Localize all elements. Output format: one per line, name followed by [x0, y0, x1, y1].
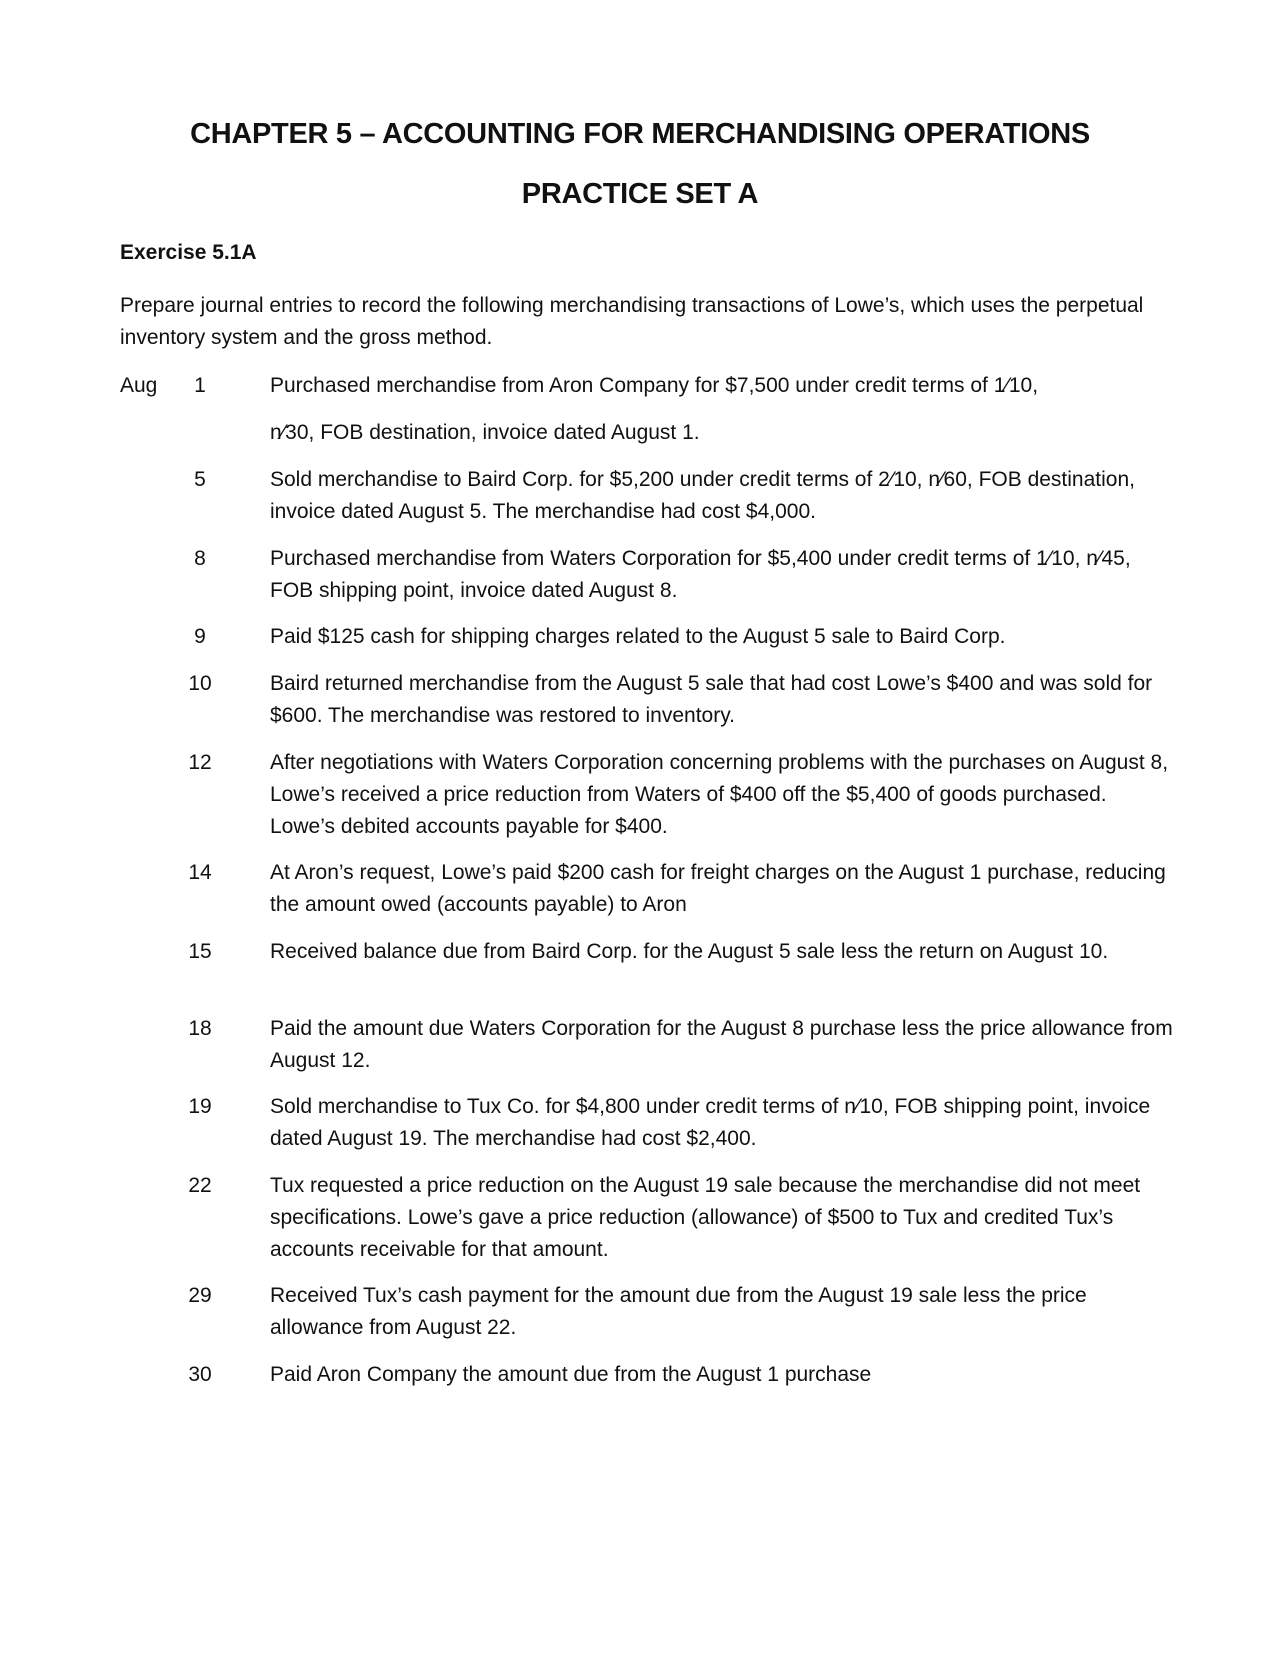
transaction-description-continuation: n⁄30, FOB destination, invoice dated August 1. — [270, 421, 700, 444]
transaction-description: After negotiations with Waters Corporation concerning problems with the purchases on August 8, Lowe’s received a price reduction from Waters of $400 off the $5,400 of goods purchased. Lowe’s debited accounts payable for $400. — [270, 751, 1169, 838]
transaction-description: Paid the amount due Waters Corporation for the August 8 purchase less the price allowance from August 12. — [270, 1017, 1173, 1072]
transaction-day: 9 — [194, 625, 206, 648]
transaction-description: Paid Aron Company the amount due from the August 1 purchase — [270, 1363, 872, 1386]
transaction-day: 18 — [188, 1017, 212, 1040]
transaction-day: 19 — [188, 1095, 212, 1118]
transaction-description: Paid $125 cash for shipping charges related to the August 5 sale to Baird Corp. — [270, 625, 1006, 648]
transaction-day: 8 — [194, 547, 206, 570]
transaction-description: Received Tux’s cash payment for the amount due from the August 19 sale less the price allowance from August 22. — [270, 1284, 1087, 1339]
transaction-description: Purchased merchandise from Aron Company for $7,500 under credit terms of 1⁄10, — [270, 374, 1039, 397]
transaction-month: Aug — [120, 374, 158, 397]
transaction-day: 1 — [194, 374, 206, 397]
transaction-description: Baird returned merchandise from the August 5 sale that had cost Lowe’s $400 and was sold for $600. The merchandise was restored to inventory. — [270, 672, 1153, 727]
transaction-day: 12 — [188, 751, 212, 774]
transaction-day: 15 — [188, 940, 212, 963]
chapter-title: CHAPTER 5 – ACCOUNTING FOR MERCHANDISING OPERATIONS — [190, 118, 1090, 150]
transaction-day: 10 — [188, 672, 212, 695]
exercise-instructions: Prepare journal entries to record the following merchandising transactions of Lowe’s, which uses the perpetual inventory system and the gross method. — [120, 294, 1144, 349]
transaction-description: Tux requested a price reduction on the August 19 sale because the merchandise did not meet specifications. Lowe’s gave a price reduction (allowance) of $500 to Tux and credited Tux’s accounts receivable for that amount. — [270, 1174, 1141, 1261]
transaction-description: Received balance due from Baird Corp. for the August 5 sale less the return on August 10. — [270, 940, 1109, 963]
exercise-heading: Exercise 5.1A — [120, 241, 257, 264]
practice-set-title: PRACTICE SET A — [521, 178, 759, 210]
transaction-description: Purchased merchandise from Waters Corporation for $5,400 under credit terms of 1⁄10, n⁄45, FOB shipping point, invoice dated August 8. — [270, 547, 1131, 602]
transaction-day: 22 — [188, 1174, 212, 1197]
transaction-description: Sold merchandise to Tux Co. for $4,800 under credit terms of n⁄10, FOB shipping point, invoice dated August 19. The merchandise had cost $2,400. — [270, 1095, 1151, 1150]
transaction-description: Sold merchandise to Baird Corp. for $5,200 under credit terms of 2⁄10, n⁄60, FOB destination, invoice dated August 5. The merchandise had cost $4,000. — [270, 468, 1135, 523]
transaction-description: At Aron’s request, Lowe’s paid $200 cash for freight charges on the August 1 purchase, reducing the amount owed (accounts payable) to Aron — [270, 861, 1166, 916]
transaction-day: 29 — [188, 1284, 212, 1307]
transaction-day: 14 — [188, 861, 212, 884]
transaction-day: 30 — [188, 1363, 212, 1386]
transaction-day: 5 — [194, 468, 206, 491]
